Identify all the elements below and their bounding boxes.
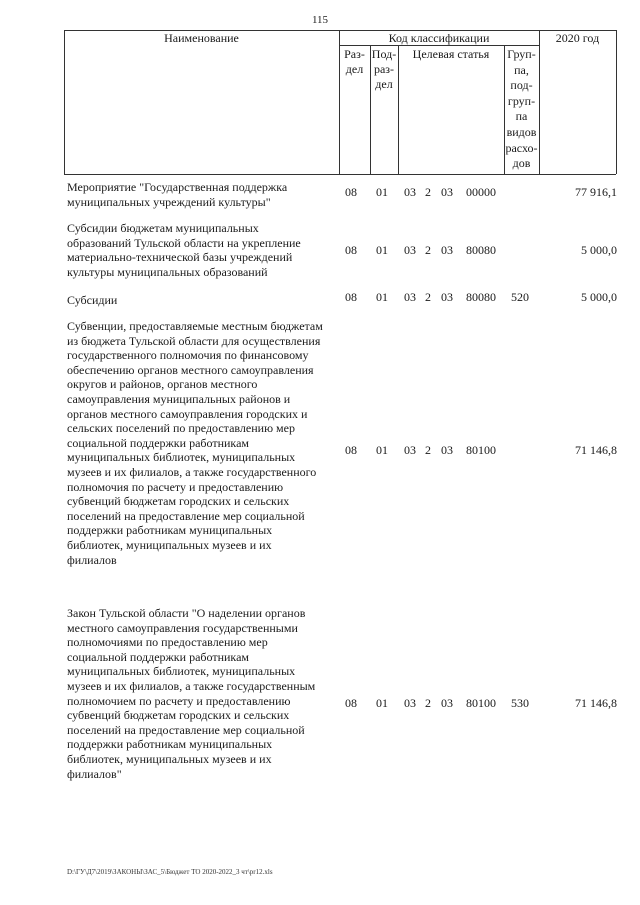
row-subprogram-code: 2 bbox=[425, 243, 431, 257]
row-group-code: 520 bbox=[511, 290, 529, 304]
row-program-code: 03 bbox=[404, 243, 416, 257]
table-row-name: Субсидии бюджетам муниципальных образований Тульской области на укрепление материально-технической базы учреждений культуры муниципальных образований bbox=[67, 221, 301, 279]
header-bottom-border bbox=[64, 174, 616, 175]
header-col-divider-5 bbox=[539, 30, 540, 174]
row-subsection-code: 01 bbox=[376, 185, 388, 199]
row-program-code: 03 bbox=[404, 443, 416, 457]
row-amount: 71 146,8 bbox=[575, 696, 617, 710]
table-row-name: Мероприятие "Государственная поддержка муниципальных учреждений культуры" bbox=[67, 180, 288, 209]
row-subprogram-code: 2 bbox=[425, 443, 431, 457]
row-subsection-code: 01 bbox=[376, 243, 388, 257]
footer-file-path: D:\ГУ\Д7\2019\ЗАКОНЫ\ЗАС_5\Бюджет ТО 2020-2022_3 чт\pr12.xls bbox=[67, 868, 273, 876]
row-amount: 5 000,0 bbox=[581, 290, 617, 304]
table-row-name: Закон Тульской области "О наделении органов местного самоуправления государственными полномочиями по предоставлению мер социальной поддержки работникам муниципальных библиотек, муниципальных музеев и их филиалов, а также государственным полномочием по расчету и предоставлению субвенций бюджетам городских и сельских поселений на предоставление мер социальной поддержки работникам муниципальных библиотек, муниципальных музеев и их филиалов" bbox=[67, 606, 316, 781]
row-event-code: 03 bbox=[441, 696, 453, 710]
header-year: 2020 год bbox=[555, 31, 600, 45]
row-direction-code: 80100 bbox=[466, 443, 496, 457]
row-section-code: 08 bbox=[345, 290, 357, 304]
row-group-code: 530 bbox=[511, 696, 529, 710]
page-number: 115 bbox=[311, 14, 329, 26]
row-section-code: 08 bbox=[345, 696, 357, 710]
row-event-code: 03 bbox=[441, 243, 453, 257]
row-amount: 71 146,8 bbox=[575, 443, 617, 457]
row-section-code: 08 bbox=[345, 243, 357, 257]
header-target-item: Целевая статья bbox=[412, 47, 490, 61]
header-name: Наименование bbox=[164, 31, 239, 45]
row-event-code: 03 bbox=[441, 290, 453, 304]
row-subsection-code: 01 bbox=[376, 696, 388, 710]
row-direction-code: 00000 bbox=[466, 185, 496, 199]
header-right-border bbox=[616, 30, 617, 174]
header-section: Раз- дел bbox=[344, 47, 365, 76]
row-direction-code: 80100 bbox=[466, 696, 496, 710]
row-section-code: 08 bbox=[345, 185, 357, 199]
row-event-code: 03 bbox=[441, 185, 453, 199]
row-direction-code: 80080 bbox=[466, 243, 496, 257]
row-section-code: 08 bbox=[345, 443, 357, 457]
row-program-code: 03 bbox=[404, 696, 416, 710]
row-subprogram-code: 2 bbox=[425, 185, 431, 199]
row-subsection-code: 01 bbox=[376, 443, 388, 457]
table-row-name: Субвенции, предоставляемые местным бюджетам из бюджета Тульской области для осуществления государственного полномочия по финансовому обеспечению органов местного самоуправления округов и районов, органов местного самоуправления муниципальных районов и органов местного самоуправления городских и сельских поселений по предоставлению мер социальной поддержки работникам муниципальных библиотек, муниципальных музеев и их филиалов, а также государственного полномочия по расчету и предоставлению субвенций бюджетам городских и сельских поселений на предоставление мер социальной поддержки работникам муниципальных библиотек, муниципальных музеев и их филиалов bbox=[67, 319, 323, 567]
row-subprogram-code: 2 bbox=[425, 290, 431, 304]
row-program-code: 03 bbox=[404, 185, 416, 199]
header-classification: Код классификации bbox=[388, 31, 490, 45]
row-program-code: 03 bbox=[404, 290, 416, 304]
row-subprogram-code: 2 bbox=[425, 696, 431, 710]
row-event-code: 03 bbox=[441, 443, 453, 457]
row-amount: 5 000,0 bbox=[581, 243, 617, 257]
header-col-divider-3 bbox=[398, 45, 399, 174]
table-row-name: Субсидии bbox=[67, 293, 118, 307]
row-direction-code: 80080 bbox=[466, 290, 496, 304]
header-left-border bbox=[64, 30, 65, 174]
row-amount: 77 916,1 bbox=[575, 185, 617, 199]
header-subsection: Под- раз- дел bbox=[371, 47, 397, 91]
header-expense-group: Груп- па, под- груп- па видов расхо- дов bbox=[505, 47, 538, 171]
row-subsection-code: 01 bbox=[376, 290, 388, 304]
